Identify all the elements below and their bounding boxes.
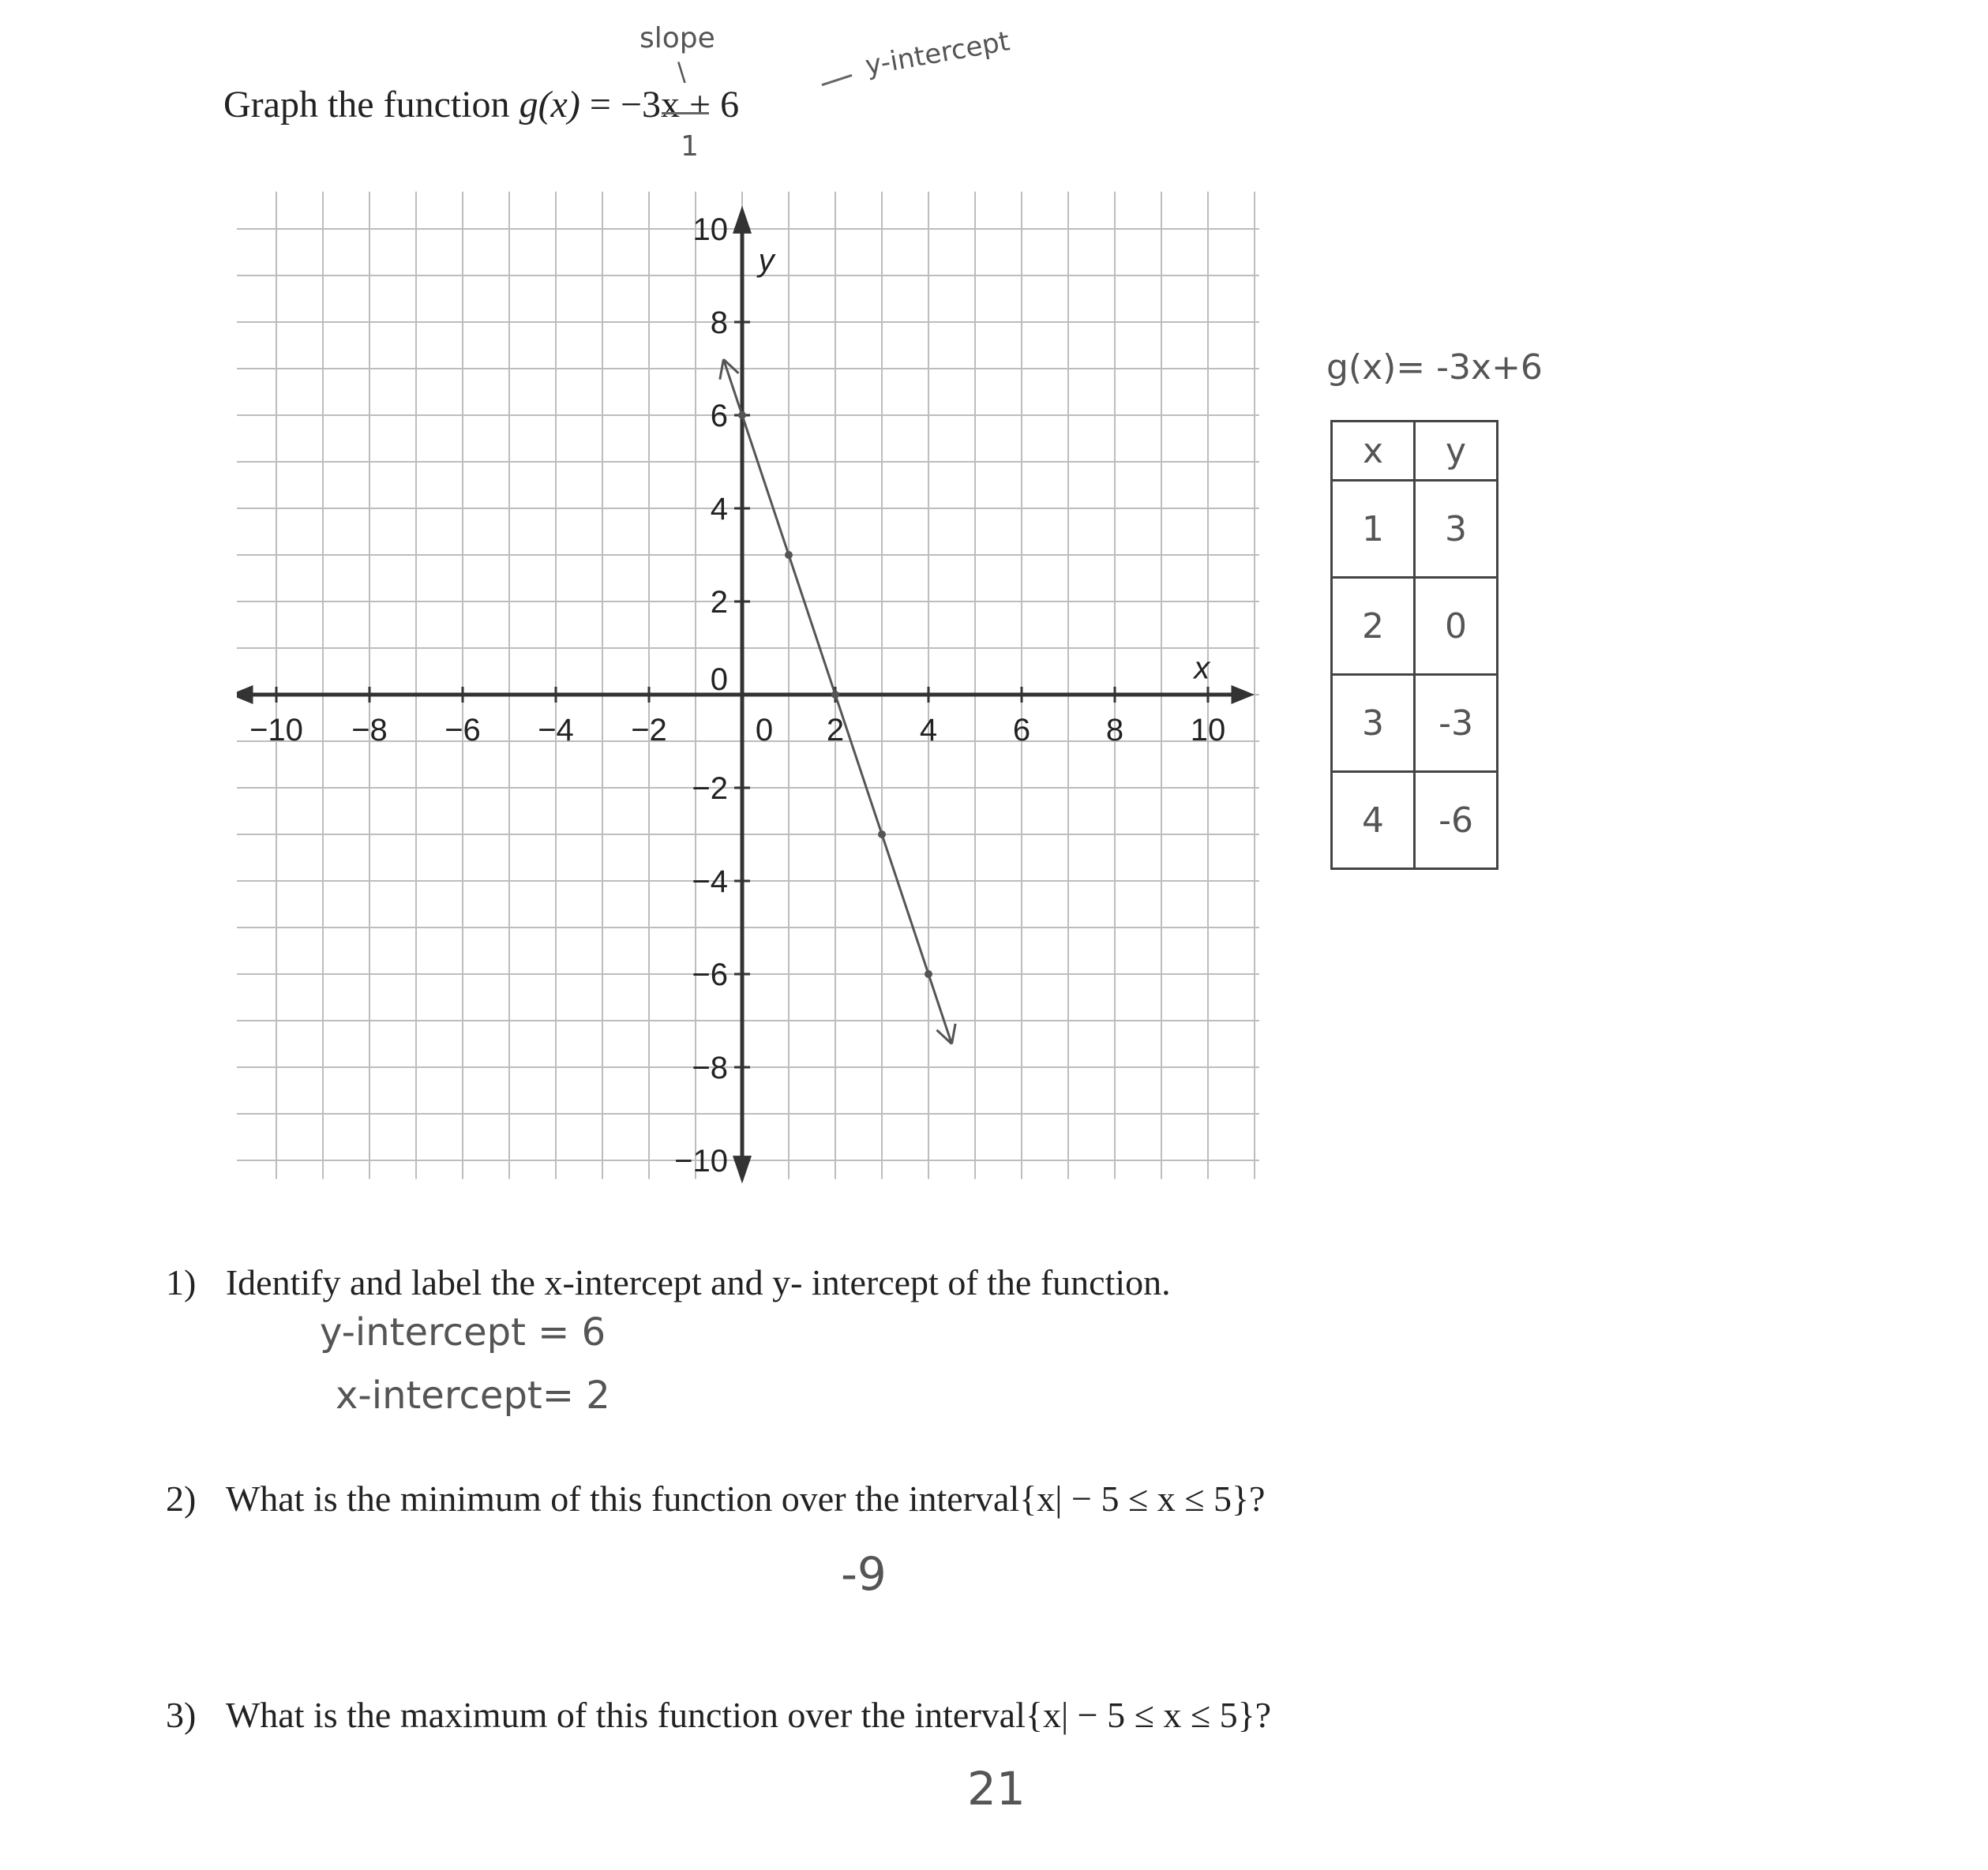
plotted-point [878,830,886,838]
x-tick-label: 4 [919,713,938,748]
handwritten-slope-underline [662,112,709,114]
table-cell: -3 [1415,675,1498,772]
x-axis-label: x [1194,650,1210,686]
table-row [1332,481,1498,578]
table-row [1332,675,1498,772]
table-cell: 0 [1415,578,1498,675]
plotted-point [831,691,839,699]
y-tick-label: −2 [692,771,728,806]
table-cell: 3 [1332,675,1415,772]
question-number: 3) [166,1695,197,1735]
prompt-text: Graph the function [223,84,510,126]
y-tick-label: 6 [710,399,728,433]
x-tick-label: −10 [249,713,303,748]
handwritten-slope-tick: \ [677,57,686,87]
equals-sign: = [589,84,611,126]
table-header-row [1332,422,1498,481]
x-tick-label: 8 [1105,713,1124,748]
handwritten-denominator: 1 [681,130,699,163]
function-prompt [223,83,739,126]
x-tick-label: 2 [826,713,845,748]
y-axis-label: y [758,243,775,279]
y-tick-label: −10 [674,1144,728,1179]
question-text: What is the minimum of this function over the interval{x| − 5 ≤ x ≤ 5}? [225,1478,1266,1519]
y-tick-label: 4 [710,492,728,527]
coordinate-graph [237,189,1263,1216]
grid-lines [237,189,1259,1179]
answer-maximum: 21 [967,1762,1026,1816]
question-2 [166,1478,1265,1520]
x-tick-label: 10 [1190,713,1226,748]
handwritten-slope-note: slope [640,22,715,54]
plotted-point [785,551,793,559]
table-header-cell: y [1415,422,1498,481]
table-row [1332,578,1498,675]
table-cell: 3 [1415,481,1498,578]
x-tick-label: 6 [1012,713,1031,748]
y-tick-label: −8 [692,1051,728,1085]
function-expression: −3x + 6 [620,84,740,126]
y-tick-label: 8 [710,305,728,340]
plotted-point [738,411,746,419]
x-tick-label: −4 [538,713,574,748]
question-text: What is the maximum of this function over the interval{x| − 5 ≤ x ≤ 5}? [225,1695,1272,1735]
x-tick-label: −6 [444,713,481,748]
question-3 [166,1694,1271,1736]
question-text: Identify and label the x-intercept and y- intercept of the function. [225,1262,1171,1302]
y-tick-label: 2 [710,585,728,620]
y-tick-label: −6 [692,957,728,992]
line-arrow-end [952,1024,956,1044]
answer-minimum: -9 [841,1547,887,1601]
table-cell: 2 [1332,578,1415,675]
answer-y-intercept: y-intercept = 6 [320,1310,606,1355]
y-tick-label: 10 [692,212,728,247]
x-axis-arrow-left [237,685,253,704]
table-header-cell: x [1332,422,1415,481]
table-row [1332,772,1498,869]
table-cell: 1 [1332,481,1415,578]
question-1 [166,1261,1171,1303]
y-tick-label: 0 [710,662,728,697]
table-title: g(x)= -3x+6 [1326,347,1543,388]
question-number: 2) [166,1478,197,1519]
question-number: 1) [166,1262,197,1302]
handwritten-yint-dash [822,74,853,86]
y-tick-label: −4 [692,864,728,899]
handwritten-yint-note: y-intercept [862,25,1012,82]
answer-x-intercept: x-intercept= 2 [336,1373,610,1418]
x-tick-label: 0 [755,713,774,748]
plotted-point [925,970,932,978]
x-tick-label: −2 [631,713,667,748]
x-tick-label: −8 [351,713,388,748]
table-cell: -6 [1415,772,1498,869]
table-cell: 4 [1332,772,1415,869]
xy-table [1330,420,1499,870]
function-name: g(x) [519,84,580,126]
x-axis-arrow-right [1232,685,1255,704]
